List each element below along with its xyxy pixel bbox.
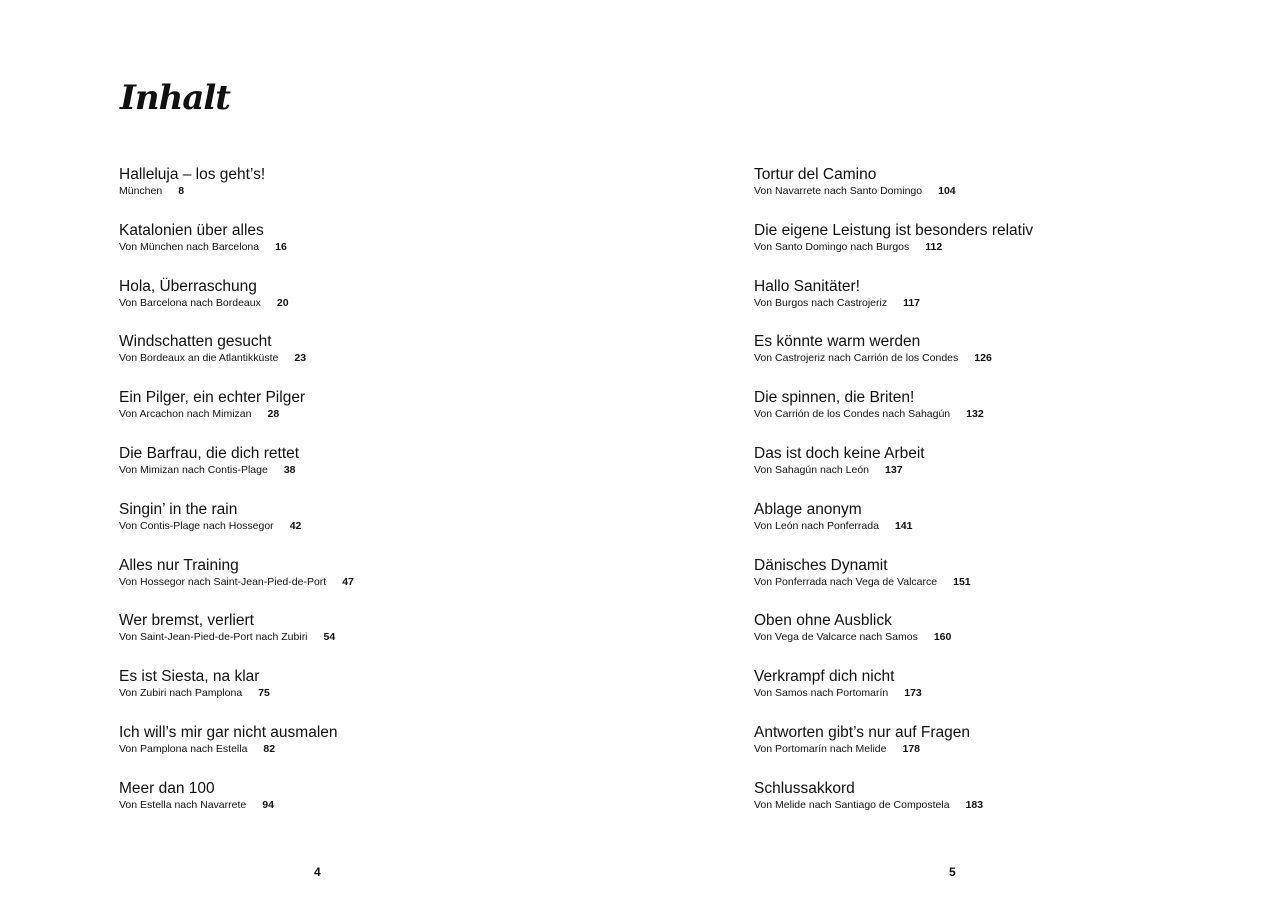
toc-entry-subtitle [119,687,539,700]
toc-entry-title: Singin’ in the rain [119,500,238,518]
toc-entry-page-number: 137 [885,463,903,476]
toc-entry-page-number: 160 [933,631,952,644]
toc-entry-route: Von Barcelona nach Bordeaux [119,296,261,309]
toc-entry [754,500,1174,556]
toc-entry-title: Meer dan 100 [119,779,215,797]
toc-entry-subtitle [119,408,539,421]
toc-entry-title: Ein Pilger, ein echter Pilger [119,389,306,407]
toc-entry-page-number: 8 [178,185,185,197]
toc-entry [754,444,1174,500]
toc-entry-title: Halleluja – los geht’s! [119,166,266,183]
toc-entry-page-number: 28 [267,408,280,421]
page-title: Inhalt [120,78,230,118]
toc-entry-page-number: 75 [258,687,270,700]
toc-entry-subtitle [119,185,539,198]
toc-entry-route: Von Navarrete nach Santo Domingo [754,185,923,197]
toc-entry-route: Von Santo Domingo nach Burgos [754,240,910,253]
toc-entry-page-number: 151 [953,575,971,588]
toc-entry-subtitle [119,743,539,756]
toc-entry-title: Verkrampf dich nicht [754,668,895,686]
toc-entry-subtitle [754,352,1174,365]
toc-entry-subtitle [754,185,1174,198]
toc-entry-title: Ich will’s mir gar nicht ausmalen [119,723,338,741]
toc-entry-page-number: 38 [283,463,296,476]
toc-entry [119,388,539,444]
toc-entry-route: Von Arcachon nach Mimizan [119,408,252,421]
toc-entry-title: Windschatten gesucht [119,333,272,351]
toc-entry-page-number: 54 [323,631,336,644]
toc-entry-subtitle [754,464,1174,477]
toc-entry [119,277,539,333]
toc-entry [119,221,539,277]
toc-entry [754,667,1174,723]
toc-entry-subtitle [119,297,539,310]
toc-entry-subtitle [754,687,1174,700]
toc-entry-subtitle [119,241,539,254]
toc-entry [754,277,1174,333]
toc-entry-subtitle [119,464,539,477]
toc-entry [754,779,1174,835]
toc-entry-subtitle [119,631,539,644]
toc-entry-title: Es könnte warm werden [754,333,921,351]
toc-entry-page-number: 82 [263,742,276,755]
toc-entry-subtitle [754,576,1174,589]
toc-entry-route: Von Mimizan nach Contis-Plage [119,463,268,476]
toc-entry-page-number: 178 [902,742,921,755]
toc-entry-subtitle [119,799,539,812]
toc-entry [119,723,539,779]
toc-entry-page-number: 20 [276,296,289,309]
toc-entry-subtitle [754,241,1174,254]
toc-right-column [754,165,1174,835]
toc-entry-subtitle [754,297,1174,310]
toc-entry-page-number: 173 [904,687,922,700]
toc-entry [754,611,1174,667]
toc-entry-route: Von Saint-Jean-Pied-de-Port nach Zubiri [119,631,308,644]
toc-entry [119,500,539,556]
toc-entry-page-number: 132 [966,408,984,421]
toc-entry-route: Von München nach Barcelona [119,240,260,253]
toc-entry-title: Das ist doch keine Arbeit [754,444,925,462]
toc-entry-subtitle [119,520,539,533]
toc-entry-page-number: 141 [894,519,913,532]
toc-entry-route: Von Zubiri nach Pamplona [119,687,243,700]
toc-entry-subtitle [754,743,1174,756]
toc-entry-subtitle [754,408,1174,421]
toc-entry-page-number: 126 [974,352,992,365]
toc-entry-title: Antworten gibt’s nur auf Fragen [754,723,970,741]
toc-entry-title: Tortur del Camino [754,166,877,183]
toc-entry [754,332,1174,388]
toc-entry-title: Hallo Sanitäter! [754,277,860,295]
toc-entry-page-number: 104 [938,185,956,197]
toc-entry-subtitle [119,352,539,365]
toc-entry-title: Katalonien über alles [119,221,264,239]
toc-entry-route: Von Contis-Plage nach Hossegor [119,519,274,532]
toc-entry-title: Alles nur Training [119,556,239,574]
toc-entry [119,611,539,667]
toc-entry-page-number: 183 [965,798,984,811]
toc-entry [119,444,539,500]
toc-entry-page-number: 23 [294,352,307,365]
toc-entry-title: Die eigene Leistung ist besonders relativ [754,221,1034,239]
toc-entry [754,556,1174,612]
toc-entry-route: Von Hossegor nach Saint-Jean-Pied-de-Port [119,575,327,588]
toc-entry-subtitle [754,799,1174,812]
toc-entry-route: Von Ponferrada nach Vega de Valcarce [754,575,938,588]
toc-entry-title: Oben ohne Ausblick [754,612,892,630]
toc-entry-route: Von Carrión de los Condes nach Sahagún [754,408,951,421]
toc-entry [754,388,1174,444]
page-number-left: 4 [314,865,321,879]
toc-entry [754,221,1174,277]
toc-entry-route: Von Portomarín nach Melide [754,742,887,755]
toc-entry-page-number: 16 [275,240,287,253]
toc-entry-page-number: 94 [262,798,274,811]
toc-entry-route: Von Bordeaux an die Atlantikküste [119,352,279,365]
toc-entry-title: Die Barfrau, die dich rettet [119,444,300,462]
toc-entry-title: Schlussakkord [754,779,855,797]
toc-entry-subtitle [754,520,1174,533]
toc-entry [119,779,539,835]
toc-entry-page-number: 47 [342,575,354,588]
toc-left-column [119,165,539,835]
toc-entry-route: Von Pamplona nach Estella [119,742,248,755]
toc-entry-route: Von Samos nach Portomarín [754,687,889,700]
page-number-right: 5 [949,865,956,879]
toc-entry-route: Von Sahagún nach León [754,463,870,476]
toc-entry [119,332,539,388]
toc-entry-title: Hola, Überraschung [119,277,257,295]
toc-entry-title: Wer bremst, verliert [119,612,254,630]
toc-entry-route: Von Burgos nach Castrojeriz [754,296,888,309]
toc-entry-title: Es ist Siesta, na klar [119,668,260,686]
toc-entry-title: Die spinnen, die Briten! [754,389,915,407]
toc-entry-route: Von Castrojeriz nach Carrión de los Condes [754,352,959,365]
toc-entry [119,556,539,612]
toc-entry-page-number: 117 [903,296,921,309]
toc-entry-route: Von Estella nach Navarrete [119,798,247,811]
toc-entry [754,723,1174,779]
toc-entry-route: München [119,185,163,197]
toc-entry-page-number: 112 [925,240,943,253]
toc-entry-title: Ablage anonym [754,500,862,518]
toc-entry-subtitle [754,631,1174,644]
toc-entry [119,165,539,221]
toc-entry [754,165,1174,221]
toc-entry-route: Von León nach Ponferrada [754,519,879,532]
toc-entry-subtitle [119,576,539,589]
toc-entry [119,667,539,723]
toc-entry-title: Dänisches Dynamit [754,556,888,574]
toc-entry-page-number: 42 [289,519,302,532]
toc-entry-route: Von Melide nach Santiago de Compostela [754,798,950,811]
toc-entry-route: Von Vega de Valcarce nach Samos [754,631,918,644]
